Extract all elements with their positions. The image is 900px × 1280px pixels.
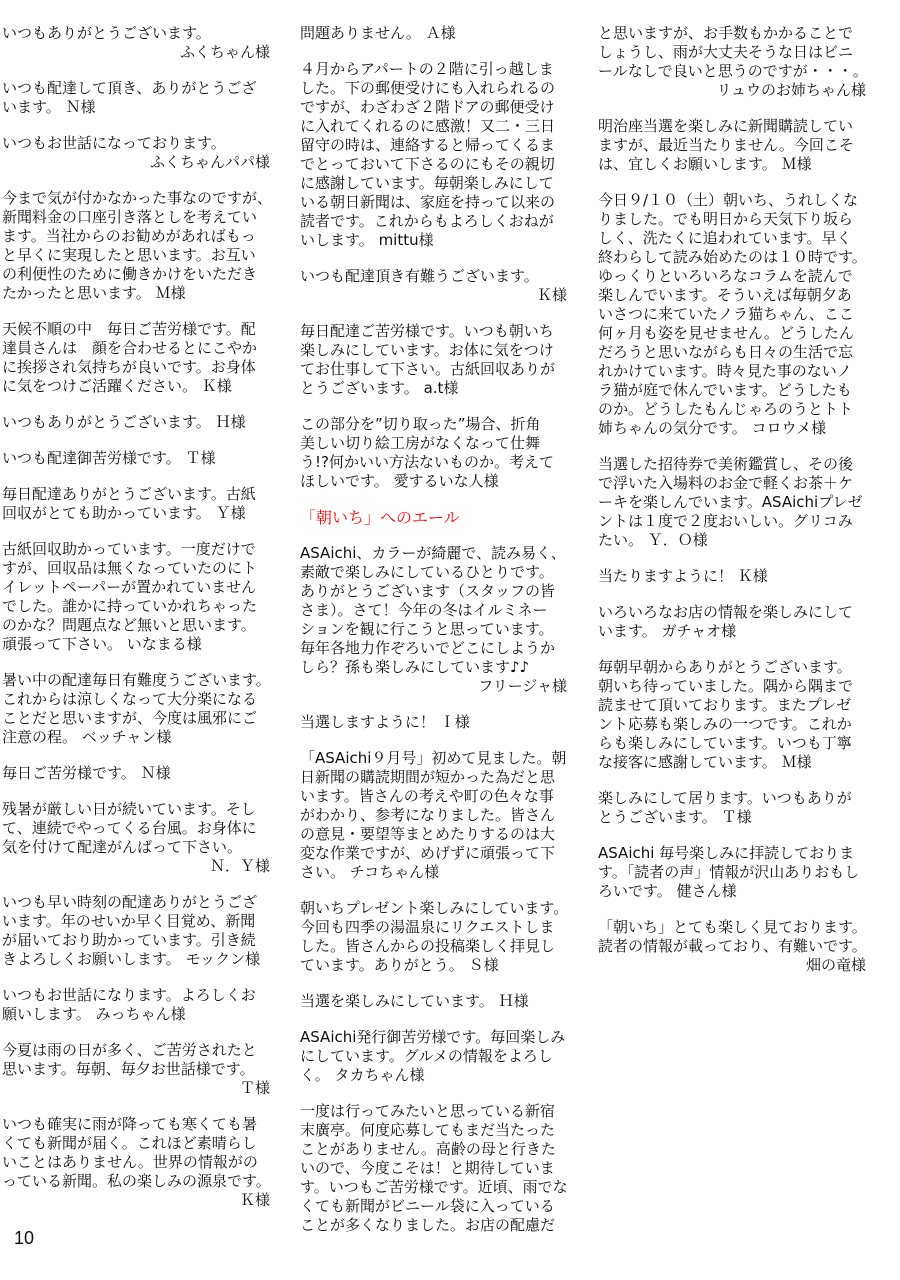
comment-line: ほしいです。 愛するいな人様 [300,472,499,490]
comment-line: 留守の時は、連絡すると帰ってくるま [300,136,556,154]
comment-line: う!?何かいい方法ないものか。考えて [300,453,554,471]
reader-comment [2,800,270,876]
comment-signature: ふくちゃんパパ様 [149,153,270,171]
comment-line: 日新聞の購読期間が短かった為だと思 [300,768,556,786]
reader-comment [598,918,866,975]
reader-comment [300,415,567,491]
comment-line: いので、今度こそは！と期待していま [300,1159,555,1177]
comment-line: たかったと思います。 Ｍ様 [2,284,186,302]
comment-line: 残暑が厳しい日が続いています。そし [2,800,256,818]
column-middle [300,24,567,1252]
comment-signature: Ｋ様 [536,286,567,304]
reader-comment [2,413,270,432]
comment-line: います。皆さんの考えや町の色々な事 [300,787,554,805]
comment-line: 楽しみにして居ります。いつもありが [598,789,852,807]
column-left [2,24,273,1227]
reader-comment [598,24,866,100]
comment-signature: ふくちゃん様 [179,43,270,61]
comment-line: ろいです。 健さん様 [598,882,737,900]
reader-comment [300,713,567,732]
comment-line: した。下の郵便受けにも入れられるの [300,79,556,97]
comment-line: す。いつもご苦労様です。近頃、雨でな [300,1178,568,1196]
comment-line: 「ASAichi９月号」初めて見ました。朝 [300,749,567,767]
comment-line: さま）。さて！今年の冬はイルミネー [300,601,548,619]
comment-line: の意見・要望等まとめたりするのは大 [300,825,556,843]
comment-line: が届いており助かっています。引き続 [2,931,256,949]
reader-comment [2,189,273,303]
comment-line: りました。でも明日から天気下り坂ら [598,210,854,228]
comment-line: いつもお世話になります。よろしくお [2,986,256,1004]
comment-line: ことが多くなりました。お店の配慮だ [300,1216,556,1234]
comment-signature: リュウのお姉ちゃん様 [716,81,866,99]
reader-comment [300,749,567,882]
comment-line: 今まで気が付かなかった事なのですが、 [2,189,273,207]
reader-comment [300,899,567,975]
comment-line: 回収がとても助かっています。 Ｙ様 [2,504,246,522]
comment-line: とうございます。 Ｔ様 [598,808,752,826]
comment-line: 毎日配達ありがとうございます。古紙 [2,485,256,503]
comment-line: 終わらして読み始めたのは１０時です。 [598,248,867,266]
comment-line: のか。どうしたもんじゃろのうとトト [598,400,854,418]
reader-comment [2,540,270,654]
reader-comment [2,1115,270,1210]
comment-line: ゆっくりといろいろなコラムを読んで [598,267,853,285]
comment-line: 天候不順の中 毎日ご苦労様です。配 [2,320,256,338]
comment-signature: Ｔ様 [239,1079,270,1097]
comment-line: のかな？問題点など無いと思います。 [2,616,256,634]
comment-line: います。 Ｎ様 [2,98,96,116]
comment-line: 注意の程。 ベッチャン様 [2,728,172,746]
comment-line: 毎朝早朝からありがとうございます。 [598,658,852,676]
comment-line: 朝いちプレゼント楽しみにしています。 [300,899,569,917]
comment-line: います。 ガチャオ様 [598,622,737,640]
reader-comment [300,24,567,43]
reader-comment [598,455,866,550]
reader-comment [2,671,270,747]
page-number: 10 [14,1228,35,1248]
comment-line: がわかり、参考になりました。皆さん [300,806,556,824]
reader-comment [598,658,866,772]
reader-comment [598,789,866,827]
comment-line: にしています。グルメの情報をよろし [300,1047,553,1065]
comment-line: 読者の情報が載っており、有難いです。 [598,937,867,955]
comment-line: きよろしくお願いします。 モックン様 [2,950,261,968]
comment-line: しら？孫も楽しみにしています♪♪ [300,658,530,676]
comment-line: 朝いち待っていました。隅から隅まで [598,677,854,695]
comment-line: 今回も四季の湯温泉にリクエストしま [300,918,555,936]
comment-line: くても新聞がビニール袋に入っている [300,1197,555,1215]
comment-line: ションを観に行こうと思っています。 [300,620,554,638]
comment-line: 読者です。これからもよろしくおねが [300,212,554,230]
comment-line: ています。ありがとう。 Ｓ様 [300,956,499,974]
reader-comment [2,320,270,396]
reader-comment [300,992,567,1011]
comment-line: いつもお世話になっております。 [2,134,226,152]
comment-line: これからは涼しくなって大分楽になる [2,690,258,708]
comment-line: くても新聞が届く。これほど素晴らし [2,1134,257,1152]
reader-comment [300,267,567,305]
comment-signature: Ｎ．Ｙ様 [209,857,270,875]
comment-line: この部分を”切り取った”場合、折角 [300,415,541,433]
comment-line: 毎日ご苦労様です。 Ｎ様 [2,764,171,782]
comment-line: さい。 チコちゃん様 [300,863,440,881]
comment-line: く。 タカちゃん様 [300,1066,425,1084]
section-heading-text: 「朝いち」へのエール [300,508,460,527]
comment-line: 美しい切り絵工房がなくなって仕舞 [300,434,541,452]
comment-line: ASAichi発行御苦労様です。毎回楽しみ [300,1028,566,1046]
reader-comment [300,1102,567,1235]
comment-line: 問題ありません。 Ａ様 [300,24,456,42]
comment-line: たい。 Ｙ．Ｏ様 [598,531,708,549]
comment-line: いつもありがとうございます。 [2,24,211,42]
comment-line: に入れてくれるのに感激！又二・三日 [300,117,556,135]
reader-comment [598,567,866,586]
comment-line: います。年のせいか早く目覚め、新聞 [2,912,256,930]
reader-comment [2,893,270,969]
comment-line: 一度は行ってみたいと思っている新宿 [300,1102,556,1120]
comment-line: ４月からアパートの２階に引っ越しま [300,60,554,78]
section-heading [300,508,567,527]
comment-line: 末廣亭。何度応募してもまだ当たった [300,1121,556,1139]
comment-line: いつも配達御苦労様です。 Ｔ様 [2,449,216,467]
comment-line: す。「読者の声」情報が沢山ありおもし [598,863,860,881]
comment-line: に気をつけご活躍ください。 Ｋ様 [2,377,232,395]
reader-comment [598,117,866,174]
comment-line: ールなしで良いと思うのですが・・・。 [598,62,868,80]
comment-line: な接客に感謝しています。 Ｍ様 [598,753,812,771]
comment-line: いろいろなお店の情報を楽しみにして [598,603,854,621]
comment-line: いことはありません。世界の情報がの [2,1153,258,1171]
comment-line: 変な作業ですが、めげずに頑張って下 [300,844,556,862]
comment-line: 素敵で楽しみにしているひとりです。 [300,563,554,581]
comment-line: 気を付けて配達がんばって下さい。 [2,838,243,856]
comment-line: ことがありません。高齢の母と行きた [300,1140,556,1158]
comment-line: いします。 mittu様 [300,231,434,249]
comment-line: れかけています。時々見た事のないノ [598,362,852,380]
comment-line: いさつに来ていたノラ猫ちゃん、ここ [598,305,854,323]
comment-line: 楽しみにしています。お体に気をつけ [300,341,554,359]
reader-comment [2,1041,270,1098]
comment-line: 毎年各地力作ぞろいでどこにしようか [300,639,556,657]
comment-line: ーキを楽しんでいます。ASAichiプレゼ [598,493,863,511]
comment-line: 「朝いち」とても楽しく見ております。 [598,918,867,936]
reader-comment [598,191,866,438]
comment-line: 今日９/１０（土）朝いち、うれしくな [598,191,859,209]
comment-line: っている新聞。私の楽しみの源泉です。 [2,1172,271,1190]
comment-signature: Ｋ様 [239,1191,270,1209]
reader-comment [598,603,866,641]
comment-line: すが、回収品は無くなっていたのにト [2,559,258,577]
comment-line: て、連続でやってくる台風。お身体に [2,819,257,837]
reader-comment [2,24,270,62]
comment-line: 明治座当選を楽しみに新聞購読してい [598,117,854,135]
comment-line: ントは１度で２度おいしい。グリコみ [598,512,853,530]
comment-line: 当選を楽しみにしています。 Ｈ様 [300,992,529,1010]
comment-line: いつもありがとうございます。 Ｈ様 [2,413,246,431]
reader-comment [2,134,270,172]
comment-line: 思います。毎朝、毎夕お世話様です。 [2,1060,255,1078]
reader-comment [2,79,270,117]
comment-line: ことだと思いますが、今度は風邪にご [2,709,258,727]
reader-comment [300,60,567,250]
reader-comment [300,1028,567,1085]
comment-line: いつも配達して頂き、ありがとうござ [2,79,257,97]
comment-line: とうございます。 a.t様 [300,379,459,397]
comment-line: した。皆さんからの投稿楽しく拝見し [300,937,556,955]
comment-line: てお仕事して下さい。古紙回収ありが [300,360,556,378]
comment-line: ます。当社からのお勧めがあればもっ [2,227,256,245]
comment-line: らも楽しみにしています。いつも丁寧 [598,734,852,752]
comment-line: に挨拶され気持ちが良いです。お身体 [2,358,256,376]
reader-comment [2,449,270,468]
comment-line: 当選しますように！ Ｉ様 [300,713,470,731]
comment-line: ASAichi 毎号楽しみに拝読しておりま [598,844,855,862]
comment-line: でした。誰かに持っていかれちゃった [2,597,258,615]
comment-line: いつも確実に雨が降っても寒くても暑 [2,1115,258,1133]
comment-line: 当選した招待券で美術鑑賞し、その後 [598,455,854,473]
comment-line: ASAichi、カラーが綺麗で、読み易く、 [300,544,566,562]
comment-line: ますが、最近当たりません。今回こそ [598,136,854,154]
comment-line: 願いします。 みっちゃん様 [2,1005,186,1023]
comment-line: 姉ちゃんの気分です。 コロウメ様 [598,419,827,437]
column-right [598,24,866,992]
comment-line: 暑い中の配達毎日有難度うございます。 [2,671,271,689]
comment-line: で浮いた入場料のお金で軽くお茶＋ケ [598,474,854,492]
reader-comment [2,764,270,783]
comment-line: でとっておいて下さるのにもその親切 [300,155,555,173]
comment-line: いつも配達頂き有難うございます。 [300,267,539,285]
comment-signature: 畑の竜様 [805,956,866,974]
comment-line: 当たりますように！ Ｋ様 [598,567,768,585]
comment-line: と早くに実現したと思います。お互い [2,246,256,264]
comment-line: 今夏は雨の日が多く、ご苦労されたと [2,1041,257,1059]
comment-line: イレットペーパーが置かれていません [2,578,257,596]
comment-line: 頑張って下さい。 いなまる様 [2,635,202,653]
comment-line: 新聞料金の口座引き落としを考えてい [2,208,258,226]
comment-line: と思いますが、お手数もかかることで [598,24,854,42]
comment-line: ント応募も楽しみの一つです。これか [598,715,852,733]
reader-comment [300,544,567,696]
reader-comment [598,844,866,901]
comment-line: 毎日配達ご苦労様です。いつも朝いち [300,322,554,340]
comment-line: 何ヶ月も姿を見せません。どうしたん [598,324,854,342]
comment-line: ラ猫が庭で休んでいます。どうしたも [598,381,852,399]
comment-line: いつも早い時刻の配達ありがとうござ [2,893,258,911]
comment-line: に感謝しています。毎朝楽しみにして [300,174,554,192]
comment-line: だろうと思いながらも日々の生活で忘 [598,343,854,361]
comment-line: の利便性のために働きかけをいただき [2,265,258,283]
comment-line: 達員さんは 顔を合わせるとにこやか [2,339,258,357]
comment-line: 楽しんでいます。そういえば毎朝夕あ [598,286,852,304]
reader-comment [300,322,567,398]
comment-signature: フリージャ様 [478,677,567,695]
comment-line: ですが、わざわざ２階ドアの郵便受け [300,98,555,116]
reader-comment [2,986,270,1024]
comment-line: しく、洗たくに追われています。早く [598,229,852,247]
comment-line: しょうし、雨が大丈夫そうな日はビニ [598,43,854,61]
comment-line: 古紙回収助かっています。一度だけで [2,540,256,558]
comment-line: は、宜しくお願いします。 Ｍ様 [598,155,812,173]
comment-line: いる朝日新聞は、家庭を持って以来の [300,193,556,211]
reader-comment [2,485,270,523]
comment-line: ありがとうございます（スタッフの皆 [300,582,556,600]
comment-line: 読ませて頂いております。またプレゼ [598,696,852,714]
